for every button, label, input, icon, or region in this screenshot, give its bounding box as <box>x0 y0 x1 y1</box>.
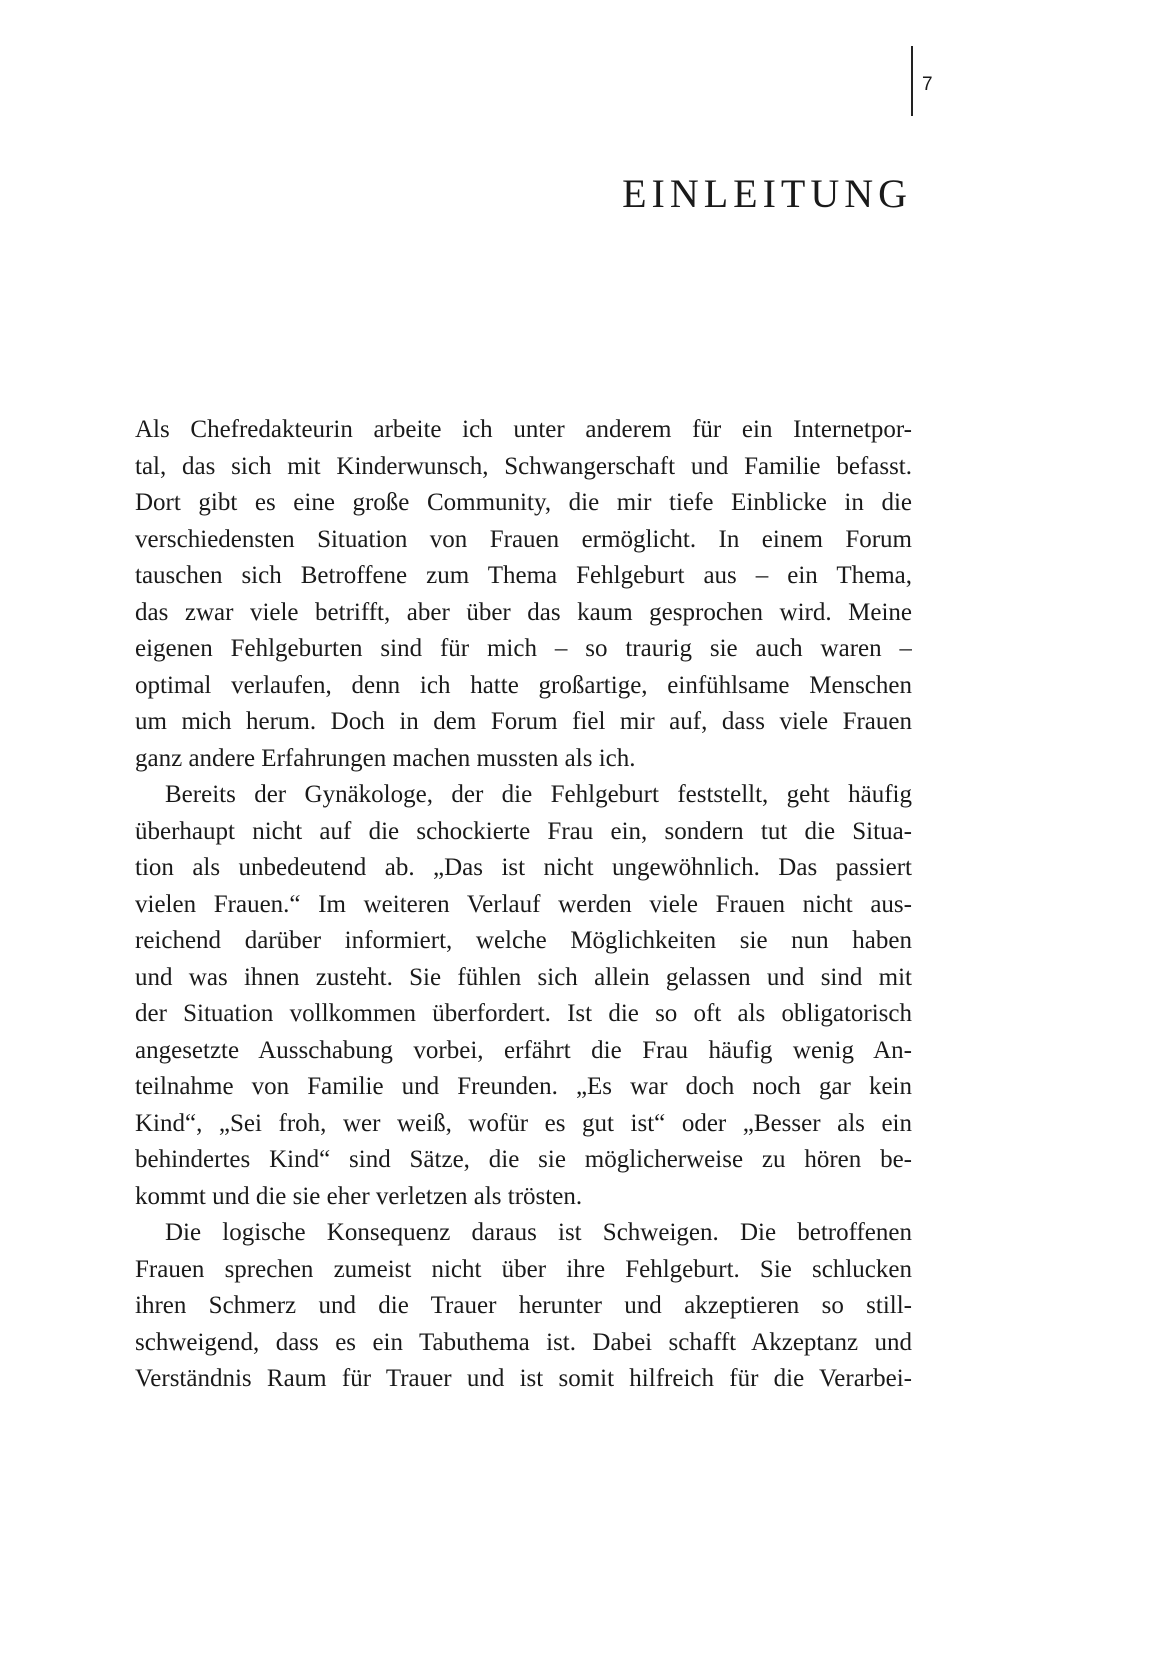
text-line: Bereits der Gynäkologe, der die Fehlgeburt feststellt, geht häufig <box>165 781 912 808</box>
text-line: ganz andere Erfahrungen machen mussten als ich. <box>135 744 636 772</box>
text-line: ihren Schmerz und die Trauer herunter und akzeptieren so still- <box>135 1292 912 1319</box>
header-rule <box>911 46 913 116</box>
text-line: Dort gibt es eine große Community, die mir tiefe Einblicke in die <box>135 489 912 516</box>
text-line: eigenen Fehlgeburten sind für mich – so traurig sie auch waren – <box>135 635 912 662</box>
page-number: 7 <box>922 74 933 95</box>
text-line: kommt und die sie eher verletzen als trösten. <box>135 1182 583 1210</box>
text-line: tal, das sich mit Kinderwunsch, Schwangerschaft und Familie befasst. <box>135 452 912 480</box>
text-line: behindertes Kind“ sind Sätze, die sie möglicherweise zu hören be- <box>135 1146 912 1173</box>
text-line: Die logische Konsequenz daraus ist Schweigen. Die betroffenen <box>165 1219 912 1246</box>
text-line: Als Chefredakteurin arbeite ich unter anderem für ein Internetpor- <box>135 416 912 443</box>
chapter-title: EINLEITUNG <box>622 171 912 216</box>
text-line: Kind“, „Sei froh, wer weiß, wofür es gut ist“ oder „Besser als ein <box>135 1109 912 1137</box>
text-line: Frauen sprechen zumeist nicht über ihre Fehlgeburt. Sie schlucken <box>135 1255 912 1283</box>
text-line: optimal verlaufen, denn ich hatte großartige, einfühlsame Menschen <box>135 671 912 699</box>
text-line: angesetzte Ausschabung vorbei, erfährt die Frau häufig wenig An- <box>135 1036 912 1064</box>
text-line: teilnahme von Familie und Freunden. „Es war doch noch gar kein <box>135 1073 912 1100</box>
text-line: der Situation vollkommen überfordert. Ist die so oft als obligatorisch <box>135 1000 912 1027</box>
body-text <box>135 412 912 1398</box>
text-line: Verständnis Raum für Trauer und ist somit hilfreich für die Verarbei- <box>135 1365 912 1392</box>
text-line: tauschen sich Betroffene zum Thema Fehlgeburt aus – ein Thema, <box>135 562 912 589</box>
text-line: überhaupt nicht auf die schockierte Frau ein, sondern tut die Situa- <box>135 817 912 845</box>
text-line: um mich herum. Doch in dem Forum fiel mir auf, dass viele Frauen <box>135 708 912 735</box>
text-line: und was ihnen zusteht. Sie fühlen sich allein gelassen und sind mit <box>135 963 912 991</box>
text-line: das zwar viele betrifft, aber über das kaum gesprochen wird. Meine <box>135 598 912 626</box>
text-line: schweigend, dass es ein Tabuthema ist. Dabei schafft Akzeptanz und <box>135 1328 912 1356</box>
text-line: vielen Frauen.“ Im weiteren Verlauf werden viele Frauen nicht aus- <box>135 890 912 918</box>
text-line: tion als unbedeutend ab. „Das ist nicht ungewöhnlich. Das passiert <box>135 854 912 881</box>
text-line: verschiedensten Situation von Frauen ermöglicht. In einem Forum <box>135 525 912 553</box>
text-line: reichend darüber informiert, welche Möglichkeiten sie nun haben <box>135 927 912 954</box>
